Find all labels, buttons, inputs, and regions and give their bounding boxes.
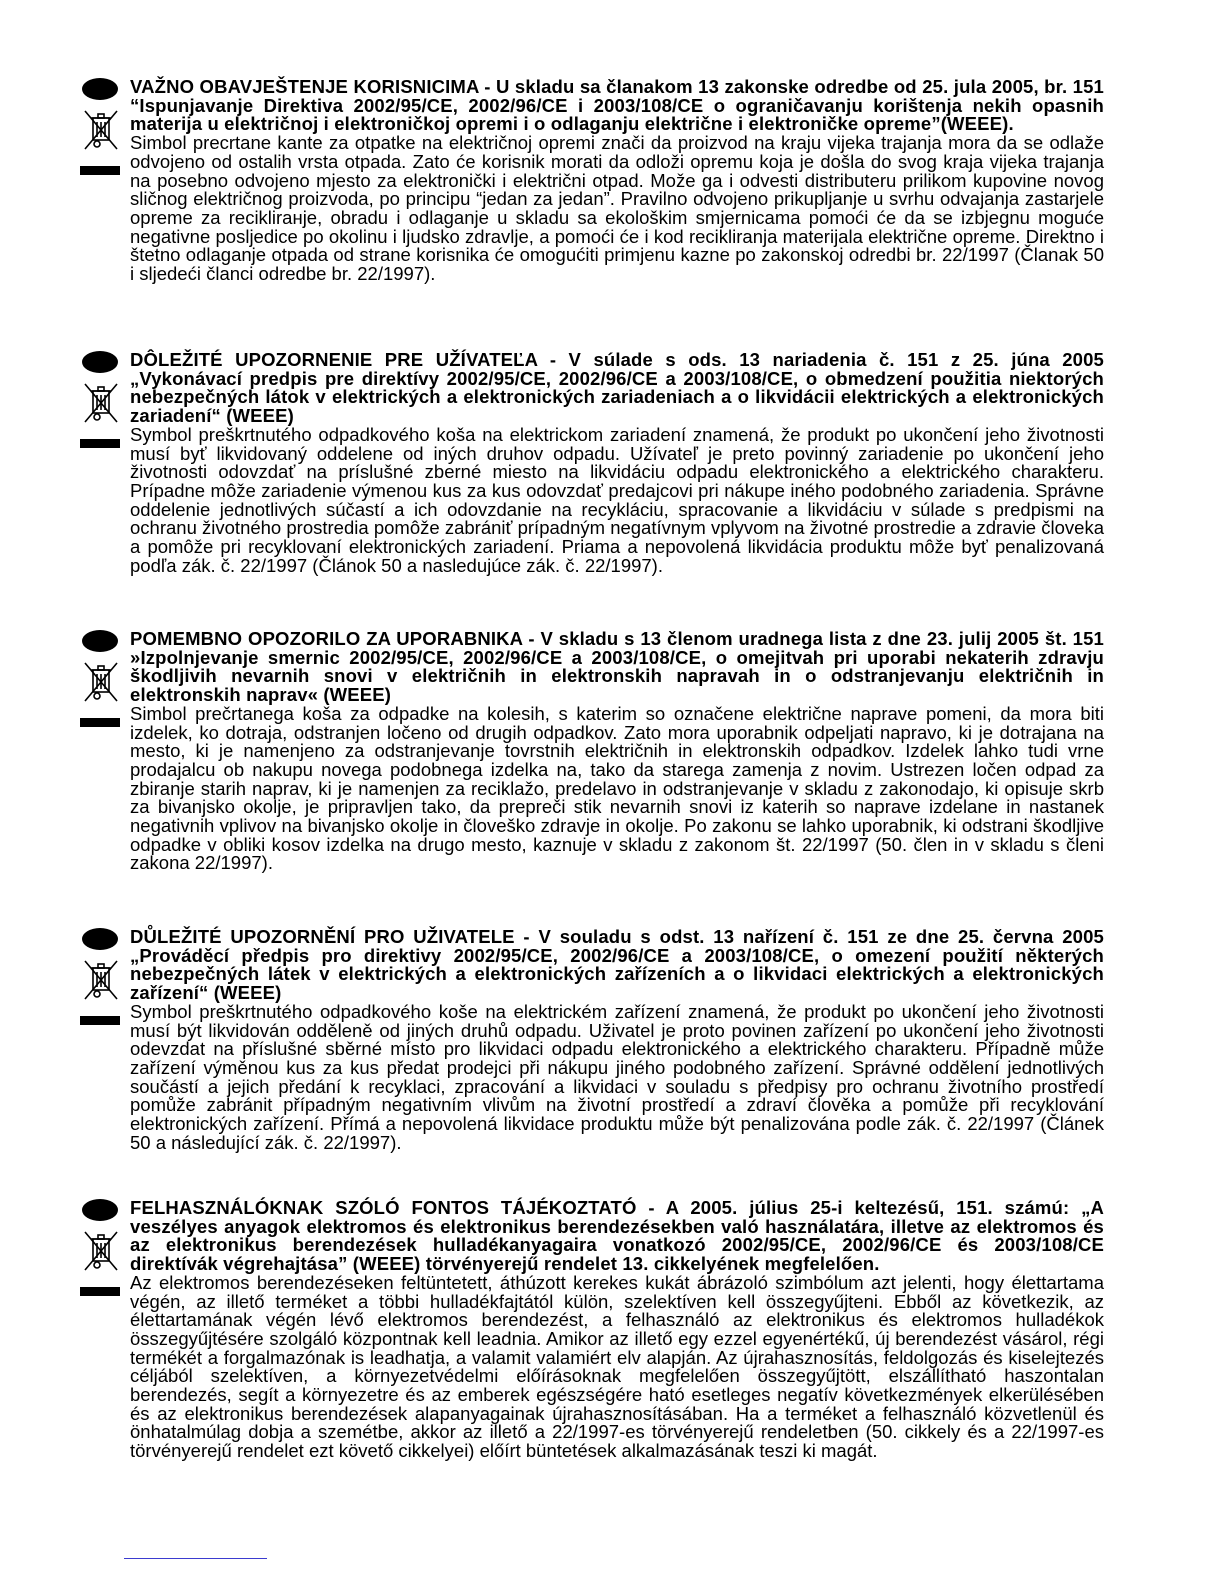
notice-heading: POMEMBNO OPOZORILO ZA UPORABNIKA - V skladu s 13 členom uradnega lista z dne 23. julij 2005 št. 151 »Izpolnjevanje smernic 2002/95/CE, 2002/96/CE a 2003/108/CE, o omejitvah pri uporabi nekaterih zdravju škodljivih nevarnih snovi v električnih in elektronskih napravah in o odstranjevanju električnih in elektronskih naprav« (WEEE): [130, 628, 1104, 706]
crossed-out-bin-icon: [82, 958, 120, 1002]
black-dot-icon: [82, 1199, 118, 1221]
notice-body: Az elektromos berendezéseken feltüntetett, áthúzott kerekes kukát ábrázoló szimbólum azt jelenti, hogy élettartama végén, az illető terméket a többi hulladékfajtától külön, szelektíven kell összegyűjteni. Ebből az következik, az élettartamának végén lévő elektromos berendezést, a felhasználó az elektronikus és elektromos hulladékok összegyűjtésére szolgáló központnak kell leadnia. Amikor az illető egy ezzel egyenértékű, új berendezést vásárol, régi termékét a forgalmazónak is leadhatja, a valamit valamiért elv alapján. Az újrahasznosítás, feldolgozás és kiselejtezés céljából szelektíven, a környezetvédelmi előírásoknak megfelelően összegyűjtött, elszállítható haszontalan berendezés, segít a környezetre és az emberek egészségére ható esetleges negatív következmények elkerülésében és az elektronikus berendezések alapanyagainak újrahasznosításában. Ha a terméket a felhasználó közvetlenül és önhatalmúlag dobja a szemétbe, akkor az illető a 22/1997-es törvényerejű rendeletben (50. cikkely és a 22/1997-es törvényerejű rendelet ezt követő cikkelyei) előírt büntetések alkalmazásának teszi ki magát.: [130, 1271, 1104, 1462]
notice-heading: DÔLEŽITÉ UPOZORNENIE PRE UŽÍVATEĽA - V súlade s ods. 13 nariadenia č. 151 z 25. júna 2005 „Vykonávací predpis pre direktívy 2002/95/CE, 2002/96/CE a 2003/108/CE, o obmedzení použitia niektorých nebezpečných látok v elektrických a elektronických zariadeniach a o likvidácii elektrických a elektronických zariadení“ (WEEE): [130, 349, 1104, 427]
notice-text: [130, 630, 1104, 873]
black-bar-icon: [80, 166, 120, 175]
notice-body: Simbol precrtane kante za otpatke na električnoj opremi znači da proizvod na kraju vijeka trajanja mora da se odlaže odvojeno od ostalih vrsta otpada. Zato će korisnik morati da odloži opremu koja je došla do svog kraja vijeka trajanja na posebno odvojeno mjesto za elektronički i električni otpad. Može ga i odvesti distributeru prilikom kupovine novog sličnog električnog proizvoda, po principu “jedan za jedan”. Pravilno odvojeno prikupljanje u svrhu odvajanja zastarjele opreme za reciklirанje, obradu i odlaganje u skladu sa ekološkim smjernicama pomoći će da se izbjegnu moguće negativne posljedice po okolinu i ljudsko zdravlje, a pomoći će i kod recikliranja materijala električne opreme. Direktno i štetno odlaganje otpada od strane korisnika će omogućiti primjenu kazne po zakonskoj odredbi br. 22/1997 (Članak 50 i sljedeći članci odredbe br. 22/1997).: [130, 132, 1104, 285]
notice-text: [130, 928, 1104, 1152]
notice-text: [130, 78, 1104, 284]
black-bar-icon: [80, 1016, 120, 1025]
black-bar-icon: [80, 439, 120, 448]
notice-body: Symbol preškrtnutého odpadkového koša na elektrickom zariadení znamená, že produkt po ukončení jeho životnosti musí byť likvidovaný oddelene od iných druhov odpadu. Užívateľ je preto povinný zariadenie po ukončení jeho životnosti odovzdať na príslušné zberné miesto na likvidáciu odpadu elektronického a elektrického charakteru. Prípadne môže zariadenie výmenou kus za kus odovzdať predajcovi pri nákupe iného podobného zariadenia. Správne oddelenie jednotlivých súčastí a ich odovzdanie na recykláciu, spracovanie a likvidáciu v súlade s predpismi na ochranu životného prostredia pomôže zabrániť prípadným negatívnym vplyvom na životné prostredie a zdravie človeka a pomôže pri recyklovaní elektronických zariadení. Priama a nepovolená likvidácia produktu môže byť penalizovaná podľa zák. č. 22/1997 (Článok 50 a nasledujúce zák. č. 22/1997).: [130, 423, 1104, 576]
crossed-out-bin-icon: [82, 660, 120, 704]
black-bar-icon: [80, 1287, 120, 1296]
black-dot-icon: [82, 78, 118, 100]
notice-heading: VAŽNO OBAVJEŠTENJE KORISNICIMA - U skladu sa članakom 13 zakonske odredbe od 25. jula 2005, br. 151 “Ispunjavanje Direktiva 2002/95/CE, 2002/96/CE i 2003/108/CE o ograničavanju korištenja nekih opasnih materija u električnoj i elektroničkoj opremi i o odlaganju električne i elektroničke opreme”(WEEE).: [130, 76, 1104, 135]
notice-text: [130, 1199, 1104, 1461]
notice-heading: FELHASZNÁLÓKNAK SZÓLÓ FONTOS TÁJÉKOZTATÓ - A 2005. július 25-i keltezésű, 151. számú: „A veszélyes anyagok elektromos és elektronikus berendezésekben való használatára, illetve az elektromos és az elektronikus berendezések hulladékanyagaira vonatkozó 2002/95/CE, 2002/96/CE és 2003/108/CE direktívák végrehajtása” (WEEE) törvényerejű rendelet 13. cikkelyének megfelelően.: [130, 1197, 1104, 1275]
crossed-out-bin-icon: [82, 1229, 120, 1273]
notice-heading: DŮLEŽITÉ UPOZORNĚNÍ PRO UŽIVATELE - V souladu s odst. 13 nařízení č. 151 ze dne 25. června 2005 „Prováděcí předpis pro direktivy 2002/95/CE, 2002/96/CE a 2003/108/CE, o omezení použití některých nebezpečných látek v elektrických a elektronických zařízeních a o likvidaci elektrických a elektronických zařízení“ (WEEE): [130, 926, 1104, 1004]
notice-body: Simbol prečrtanega koša za odpadke na kolesih, s katerim so označene električne naprave pomeni, da mora biti izdelek, ko dotraja, odstranjen ločeno od drugih odpadkov. Zato mora uporabnik odpeljati napravo, ki je dotrajana na mesto, ki je namenjeno za odstranjevanje tovrstnih električnih in elektronskih odpadkov. Izdelek lahko tudi vrne prodajalcu ob nakupu novega podobnega izdelka na, tako da starega zamenja z novim. Ustrezen ločen odpad za zbiranje starih naprav, ki je namenjen za reciklažo, predelavo in odstranjevanje v skladu z zakonodajo, ki opisuje skrb za bivanjsko okolje, je pripravljen tako, da prepreči stik nevarnih snovi iz katerih so naprave izdelane in nastanek negativnih vplivov na bivanjsko okolje in človeško zdravje in okolje. Po zakonu se lahko uporabnik, ki odstrani škodljive odpadke v obliki kosov izdelka na drugo mesto, kaznuje v skladu z zakonom št. 22/1997 (50. člen in v skladu s členi zakona 22/1997).: [130, 702, 1104, 874]
notice-body: Symbol preškrtnutého odpadkového koše na elektrickém zařízení znamená, že produkt po ukončení jeho životnosti musí být likvidován odděleně od jiných druhů odpadu. Uživatel je proto povinen zařízení po ukončení jeho životnosti odevzdat na příslušné sběrné místo pro likvidaci odpadu elektronického a elektrického charakteru. Případně může zařízení výměnou kus za kus předat prodejci při nákupu jiného podobného zařízení. Správné oddělení jednotlivých součástí a jejich předání k recyklaci, zpracování a likvidaci v souladu s předpisy pro ochranu životního prostředí pomůže zabránit případným negativním vlivům na životní prostředí a zdraví člověka a pomůže při recyklování elektronických zařízení. Přímá a nepovolená likvidace produktu může být penalizována podle zák. č. 22/1997 (Článek 50 a následující zák. č. 22/1997).: [130, 1000, 1104, 1153]
crossed-out-bin-icon: [82, 108, 120, 152]
footnote-separator: [124, 1558, 267, 1559]
black-dot-icon: [82, 351, 118, 373]
black-dot-icon: [82, 630, 118, 652]
black-bar-icon: [80, 718, 120, 727]
notice-text: [130, 351, 1104, 575]
crossed-out-bin-icon: [82, 381, 120, 425]
black-dot-icon: [82, 928, 118, 950]
